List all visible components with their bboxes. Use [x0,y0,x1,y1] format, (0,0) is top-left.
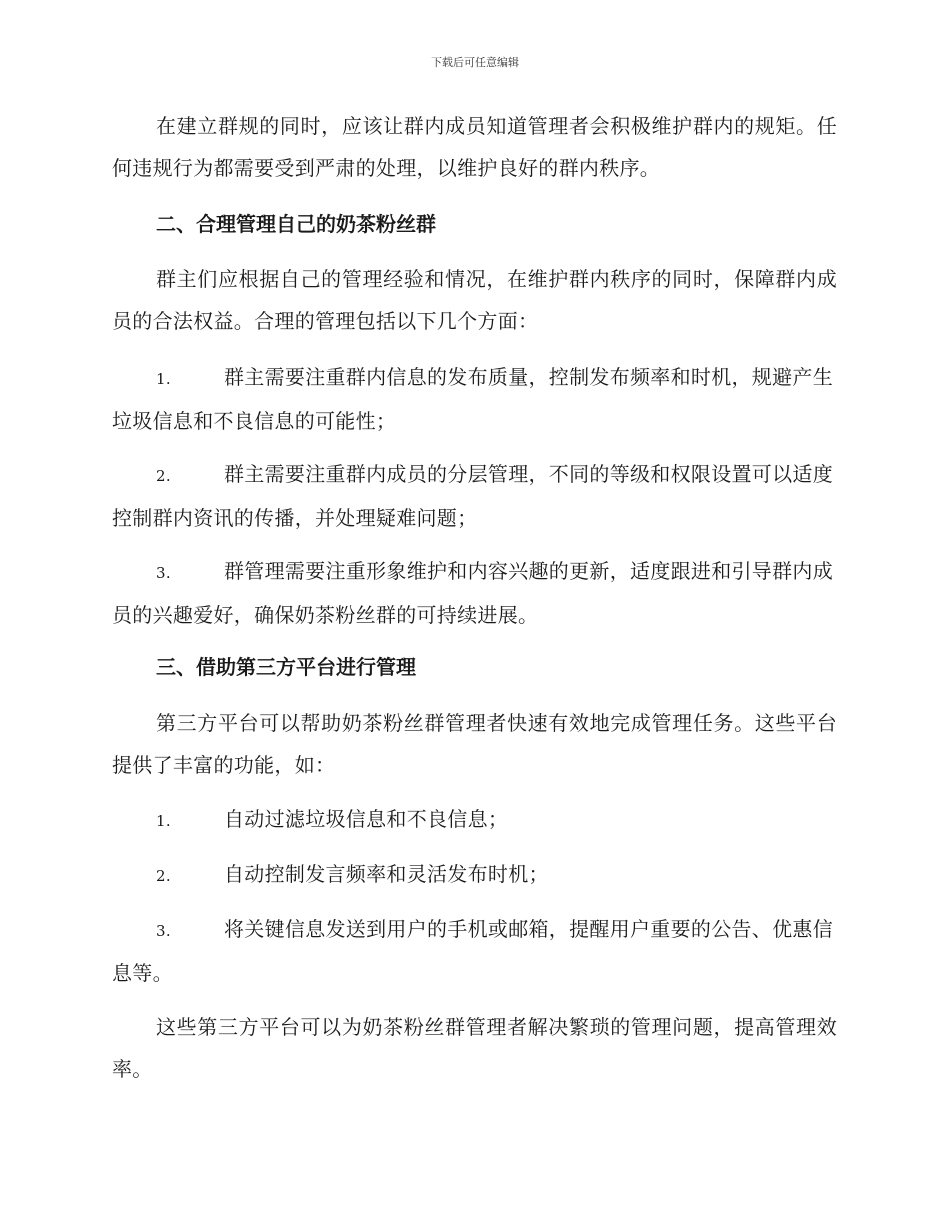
list-number: 3. [156,564,171,582]
list-number: 1. [156,812,171,830]
paragraph-conclusion: 这些第三方平台可以为奶茶粉丝群管理者解决繁琐的管理问题，提高管理效率。 [112,1015,837,1081]
list-item [112,853,837,897]
section-heading-2: 二、合理管理自己的奶茶粉丝群 [156,212,436,236]
list-item-text: 自动过滤垃圾信息和不良信息； [224,807,509,831]
list-item-text: 将关键信息发送到用户的手机或邮箱，提醒用户重要的公告、优惠信息等。 [112,917,833,985]
list-item-text: 自动控制发言频率和灵活发布时机； [224,862,549,886]
paragraph-management-intro: 群主们应根据自己的管理经验和情况，在维护群内秩序的同时，保障群内成员的合法权益。合理的管理包括以下几个方面： [112,267,837,333]
list-number: 2. [156,867,171,885]
paragraph-group-rules: 在建立群规的同时，应该让群内成员知道管理者会积极维护群内的规矩。任何违规行为都需要受到严肃的处理，以维护良好的群内秩序。 [112,114,837,180]
list-number: 2. [156,467,171,485]
list-item-text: 群主需要注重群内信息的发布质量，控制发布频率和时机，规避产生垃圾信息和不良信息的可能性； [112,365,833,433]
list-item [112,453,837,539]
paragraph-third-party-intro: 第三方平台可以帮助奶茶粉丝群管理者快速有效地完成管理任务。这些平台提供了丰富的功能，如： [112,711,837,777]
list-item [112,356,837,442]
list-item-text: 群管理需要注重形象维护和内容兴趣的更新，适度跟进和引导群内成员的兴趣爱好，确保奶茶粉丝群的可持续进展。 [112,559,833,627]
list-item-text: 群主需要注重群内成员的分层管理，不同的等级和权限设置可以适度控制群内资讯的传播，并处理疑难问题； [112,462,833,530]
page-header: 下载后可任意编辑 [431,56,519,69]
list-item [112,550,837,636]
list-item [112,798,837,842]
section-heading-3: 三、借助第三方平台进行管理 [156,655,416,679]
list-item [112,908,837,994]
list-number: 1. [156,370,171,388]
list-number: 3. [156,922,171,940]
